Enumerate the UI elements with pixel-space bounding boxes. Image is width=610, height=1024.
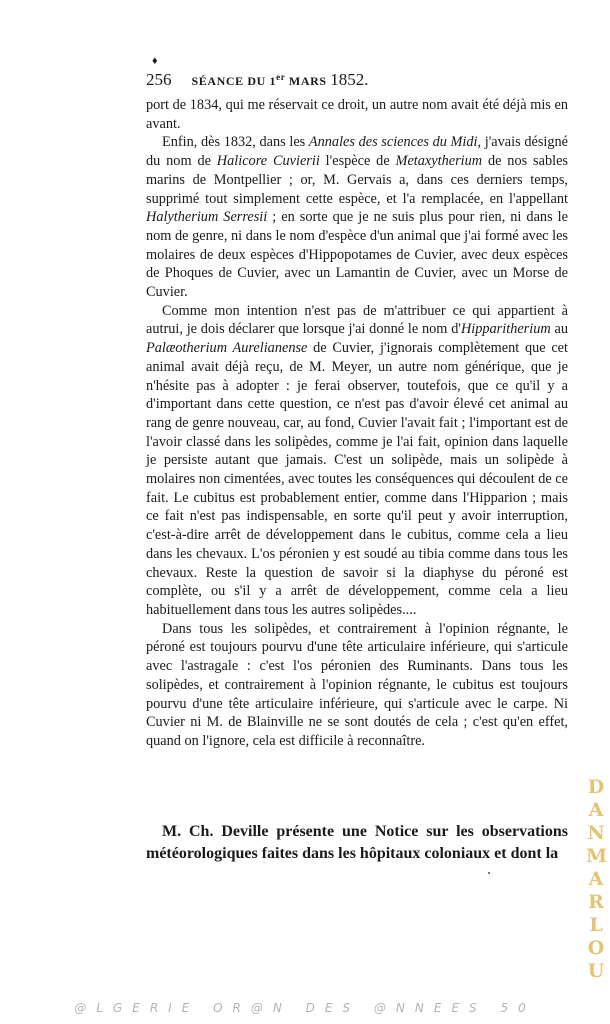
p2-taxon-halicore: Halicore Cuvierii bbox=[216, 153, 320, 170]
p2-text-a: Enfin, dès 1832, dans les bbox=[162, 134, 309, 151]
watermark-letter: O bbox=[587, 937, 605, 959]
watermark-letter: R bbox=[588, 891, 604, 913]
p2-journal-title: Annales des sciences du Midi, bbox=[308, 134, 482, 151]
p3-text-b: au bbox=[550, 321, 568, 338]
p2-text-b: j'avais désigné du nom de bbox=[146, 134, 568, 170]
running-title-month: MARS bbox=[285, 74, 331, 88]
watermark-letter: D bbox=[587, 776, 605, 798]
p3-text-c: de Cuvier, j'ignorais complètement que cet animal avait déjà reçu, de M. Meyer, un autre nom générique, que je n'hésite pas à adopter : je ferai observer, toutefois, que ce qu'il y a d'important dans cette question, ce n'est pas d'avoir élevé cet animal au rang de genre nouveau, car, au fond, Cuvier l'avait fait ; l'important est de l'avoir classé dans les solipèdes, comme je l'ai fait, opinion dans laquelle je persiste autant que jamais. C'est un solipède, mais un solipède à molaires non cimentées, avec toutes les conséquences qui découlent de ce fait. Le cubitus est probablement entier, comme dans l'Hipparion ; mais ce fait n'est pas indispensable, en sorte qu'il peut y avoir interruption, c'est-à-dire arrêt de développement dans le cubitus, comme cela a lieu dans les chevaux. L'os péronien y est soudé au tibia comme dans tous les chevaux. Reste la question de savoir si la diaphyse du péroné est complète, ou s'il y a arrêt de développement, comme cela a lieu habituellement dans tous les autres solipèdes.... bbox=[146, 340, 568, 618]
running-title-year: 1852. bbox=[330, 70, 369, 89]
p2-taxon-halytherium: Halytherium Serresii bbox=[146, 209, 268, 226]
p3-taxon-hipparitherium: Hipparitherium bbox=[460, 321, 551, 338]
p3-text-a: Comme mon intention n'est pas de m'attribuer ce qui appartient à autrui, je dois déclarer que lorsque j'ai donné le nom d' bbox=[146, 302, 568, 338]
watermark-letter: U bbox=[587, 960, 605, 982]
running-title bbox=[192, 70, 369, 90]
p2-taxon-metaxytherium: Metaxytherium bbox=[395, 153, 483, 170]
paragraph-1: port de 1834, qui me réservait ce droit, un autre nom avait été déjà mis en avant. bbox=[146, 97, 568, 132]
watermark-letter: L bbox=[589, 914, 603, 936]
ink-speck bbox=[488, 872, 490, 874]
p2-text-e: ; en sorte que je ne suis plus pour rien, ni dans le nom de genre, ni dans le nom d'espèce d'un animal que j'ai formé avec les molaires de deux espèces d'Hippopotames de Cuvier, avec deux espèces de Phoques de Cuvier, avec un Lamantin de Cuvier, avec un Morse de Cuvier. bbox=[146, 209, 568, 301]
watermark-letter: M bbox=[586, 845, 608, 867]
p2-text-c: l'espèce de bbox=[319, 153, 396, 170]
footer-watermark: @LGERIE OR@N DES @NNEES 50 bbox=[74, 1001, 536, 1015]
page-header bbox=[146, 70, 446, 90]
ornament-mark: ♦ bbox=[152, 55, 158, 67]
page-number: 256 bbox=[146, 70, 172, 89]
running-title-sup: er bbox=[276, 72, 286, 82]
watermark-letter: N bbox=[587, 822, 605, 844]
vertical-watermark bbox=[586, 776, 606, 983]
paragraph-4: Dans tous les solipèdes, et contrairement à l'opinion régnante, le péroné est toujours pourvu d'une tête articulaire inférieure, qui s'articule avec l'astragale : c'est l'os péronien des Ruminants. Dans tous les solipèdes, et contrairement à l'opinion régnante, le cubitus est toujours pourvu d'une tête articulaire inférieure, qui s'articule avec le carpe. Ni Cuvier ni M. de Blainville ne se sont doutés de cela ; c'est qu'en effet, quand on l'ignore, cela est difficile à reconnaître. bbox=[146, 620, 568, 749]
paragraph-2 bbox=[146, 133, 568, 301]
notice-paragraph: M. Ch. Deville présente une Notice sur les observations météorologiques faites dans les hôpitaux coloniaux et dont la bbox=[146, 823, 568, 862]
p2-text-d: de nos sables marins de Montpellier ; or, M. Gervais a, dans ces derniers temps, supprimé tout simplement cette espèce, et l'a remplacée, en l'appellant bbox=[146, 153, 568, 207]
watermark-letter: A bbox=[588, 868, 604, 890]
page-body bbox=[146, 96, 568, 751]
p3-taxon-palaeotherium: Palæotherium Aurelianense bbox=[146, 340, 308, 357]
running-title-text: SÉANCE DU 1 bbox=[191, 74, 277, 88]
paragraph-3 bbox=[146, 302, 568, 620]
watermark-letter: A bbox=[588, 799, 604, 821]
